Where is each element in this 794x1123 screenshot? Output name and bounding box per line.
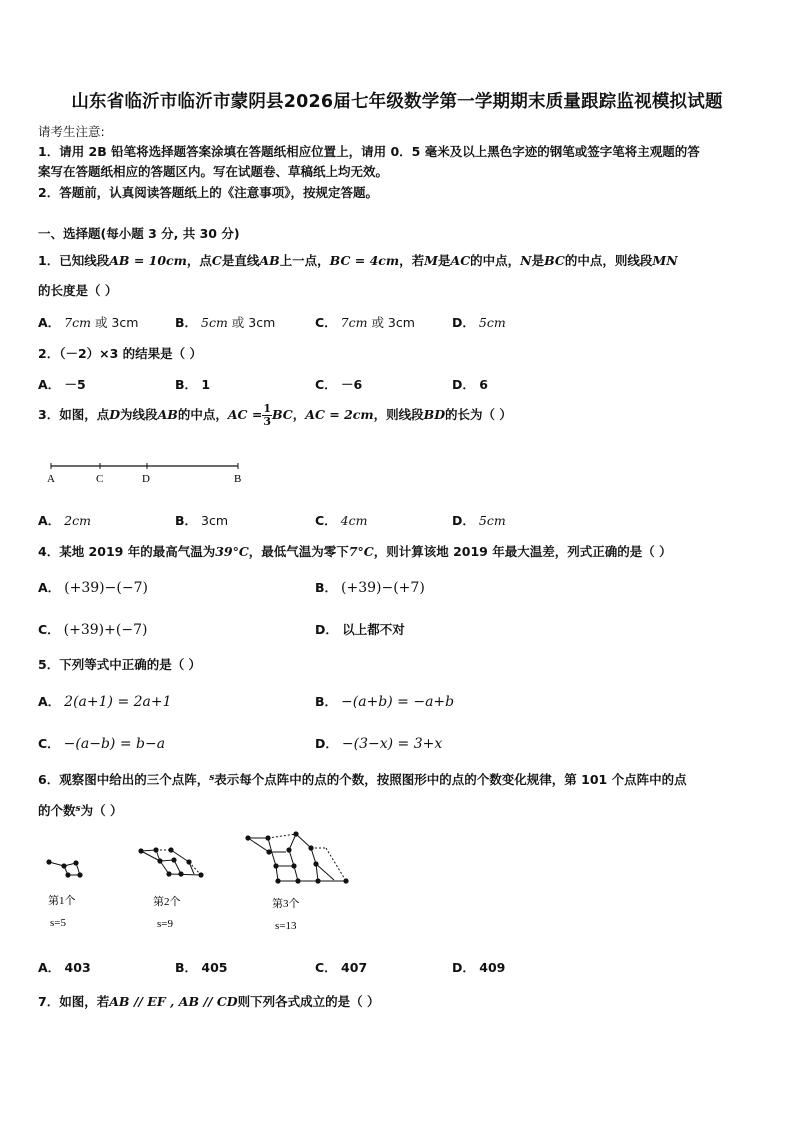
section-heading: 一、选择题(每小题 3 分, 共 30 分) bbox=[38, 226, 240, 241]
question-6-stem-line2: 的个数$^s$为（ ） bbox=[38, 803, 123, 818]
q3-option-b[interactable]: B． 3cm bbox=[175, 513, 229, 528]
q2-option-a[interactable]: A． －5 bbox=[38, 377, 86, 392]
lattice-3-count: s=13 bbox=[275, 920, 297, 932]
q2-option-c[interactable]: C． －6 bbox=[315, 377, 363, 392]
q3-option-a[interactable]: A． 2cm bbox=[38, 513, 91, 528]
q6-option-d[interactable]: D． 409 bbox=[452, 960, 506, 975]
q5-option-d[interactable]: D． −(3−x) = 3+x bbox=[315, 736, 443, 752]
q1-option-d[interactable]: D． 5cm bbox=[452, 315, 506, 330]
lattice-1 bbox=[46, 859, 82, 877]
q1-option-c[interactable]: C． 7cm 或 3cm bbox=[315, 315, 415, 330]
lattice-2 bbox=[138, 847, 203, 877]
question-1-stem-line2: 的长度是（ ） bbox=[38, 283, 118, 298]
q2-option-d[interactable]: D． 6 bbox=[452, 377, 488, 392]
lattice-3-caption: 第3个 bbox=[272, 898, 300, 910]
q6-option-a[interactable]: A． 403 bbox=[38, 960, 91, 975]
q5-option-a[interactable]: A． 2(a+1) = 2a+1 bbox=[38, 694, 172, 710]
q1-option-a[interactable]: A． 7cm 或 3cm bbox=[38, 315, 139, 330]
q3-option-c[interactable]: C． 4cm bbox=[315, 513, 368, 528]
q4-option-c[interactable]: C． (+39)+(−7) bbox=[38, 622, 148, 638]
notice-heading: 请考生注意: bbox=[38, 124, 105, 139]
point-label-d: D bbox=[142, 473, 150, 485]
question-5-stem: 5．下列等式中正确的是（ ） bbox=[38, 657, 202, 672]
question-6-stem: 6．观察图中给出的三个点阵，$^s$表示每个点阵中的点的个数，按照图形中的点的个数变化规律，第 101 个点阵中的点 bbox=[38, 772, 687, 787]
lattice-2-caption: 第2个 bbox=[153, 896, 181, 908]
q5-option-c[interactable]: C． −(a−b) = b−a bbox=[38, 736, 166, 752]
page-title: 山东省临沂市临沂市蒙阴县2026届七年级数学第一学期期末质量跟踪监视模拟试题 bbox=[71, 92, 723, 112]
q4-option-a[interactable]: A． (+39)−(−7) bbox=[38, 580, 148, 596]
q1-option-b[interactable]: B． 5cm 或 3cm bbox=[175, 315, 276, 330]
lattice-2-count: s=9 bbox=[157, 918, 173, 930]
q5-option-b[interactable]: B． −(a+b) = −a+b bbox=[315, 694, 455, 710]
dot-lattice-figure bbox=[36, 826, 366, 938]
question-2-stem: 2．（－2）×3 的结果是（ ） bbox=[38, 346, 203, 361]
lattice-3 bbox=[245, 831, 348, 883]
lattice-1-caption: 第1个 bbox=[48, 895, 76, 907]
notice-item-2: 2．答题前，认真阅读答题纸上的《注意事项》，按规定答题。 bbox=[38, 185, 378, 200]
fraction-one-third: $\frac{1}{3}$ bbox=[263, 402, 271, 428]
point-label-b: B bbox=[234, 473, 242, 485]
question-4-stem: 4．某地 2019 年的最高气温为39°C，最低气温为零下7°C，则计算该地 2019 年最大温差，列式正确的是（ ） bbox=[38, 544, 672, 559]
q4-option-d[interactable]: D． 以上都不对 bbox=[315, 622, 405, 637]
q2-option-b[interactable]: B． 1 bbox=[175, 377, 211, 392]
q6-option-c[interactable]: C． 407 bbox=[315, 960, 368, 975]
q3-option-d[interactable]: D． 5cm bbox=[452, 513, 506, 528]
q6-option-b[interactable]: B． 405 bbox=[175, 960, 228, 975]
point-label-a: A bbox=[47, 473, 55, 485]
point-label-c: C bbox=[96, 473, 104, 485]
question-3-stem: 3．如图，点D为线段AB的中点，AC = $\frac{1}{3}$ BC，AC = 2cm，则线段BD的长为（ ） bbox=[38, 402, 512, 428]
question-1-stem: 1．已知线段AB = 10cm，点C是直线AB上一点，BC = 4cm，若M是AC的中点，N是BC的中点，则线段MN bbox=[38, 253, 678, 268]
segment-figure bbox=[40, 458, 250, 488]
question-7-stem: 7．如图，若AB // EF , AB // CD则下列各式成立的是（ ） bbox=[38, 994, 380, 1009]
notice-item-1a: 1．请用 2B 铅笔将选择题答案涂填在答题纸相应位置上，请用 0．5 毫米及以上黑色字迹的钢笔或签字笔将主观题的答 bbox=[38, 144, 700, 159]
notice-item-1b: 案写在答题纸相应的答题区内。写在试题卷、草稿纸上均无效。 bbox=[38, 164, 389, 179]
lattice-1-count: s=5 bbox=[50, 917, 66, 929]
q4-option-b[interactable]: B． (+39)−(+7) bbox=[315, 580, 425, 596]
